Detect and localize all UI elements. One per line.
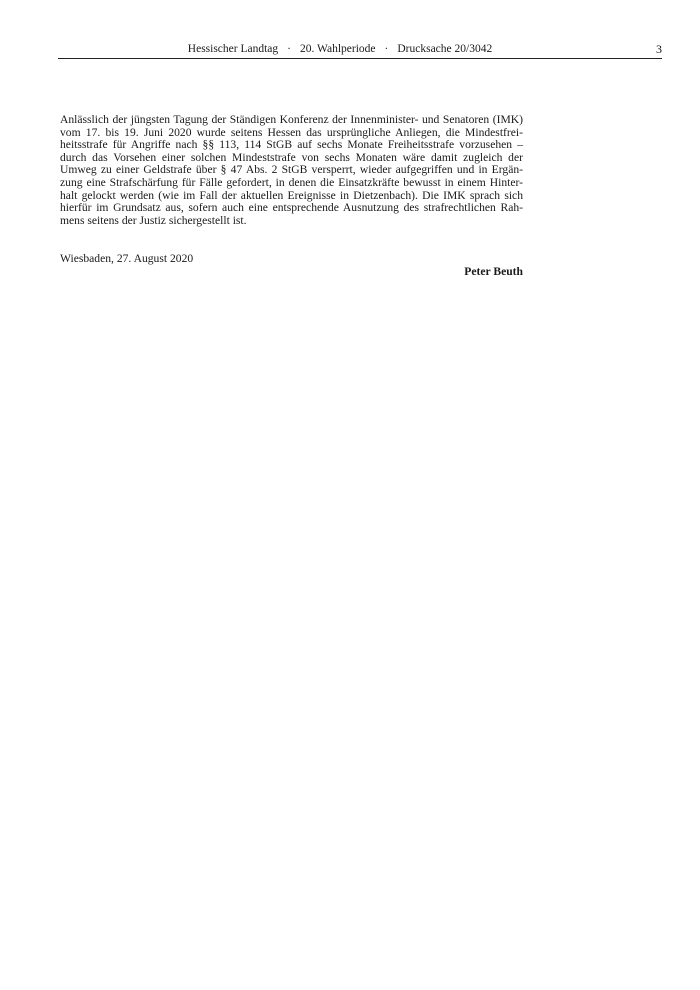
- header-parliament: Hessischer Landtag: [187, 43, 279, 55]
- paragraph-line: hierfür im Grundsatz aus, sofern auch eine entsprechende Ausnutzung des strafrechtlichen Rah-: [60, 201, 523, 215]
- paragraph-line: zung eine Strafschärfung für Fälle gefordert, in denen die Einsatzkräfte bewusst in einem Hinter-: [60, 175, 523, 189]
- paragraph-line: Anlässlich der jüngsten Tagung der Ständigen Konferenz der Innenminister- und Senatoren (IMK): [60, 113, 523, 126]
- header-title: [58, 42, 622, 56]
- header-separator: ·: [287, 43, 291, 55]
- header-document-number: Drucksache 20/3042: [397, 43, 493, 55]
- page-number: 3: [656, 42, 662, 56]
- paragraph-line: Umweg zu einer Geldstrafe über § 47 Abs. 2 StGB versperrt, wieder aufgegriffen und in Ergän-: [60, 163, 523, 177]
- paragraph-line: vom 17. bis 19. Juni 2020 wurde seitens Hessen das ursprüngliche Anliegen, die Mindestfrei-: [60, 125, 523, 139]
- paragraph-line: heitsstrafe für Angriffe nach §§ 113, 114 StGB auf sechs Monate Freiheitsstrafe vorzusehen –: [60, 138, 523, 152]
- body-paragraph: [60, 114, 523, 227]
- paragraph-line: halt gelockt werden (wie im Fall der aktuellen Ereignisse in Dietzenbach). Die IMK sprach sich: [60, 188, 523, 202]
- page-header: [58, 42, 662, 59]
- paragraph-line: durch das Vorsehen einer solchen Mindeststrafe von sechs Monaten wäre damit zugleich der: [60, 150, 523, 164]
- header-separator: ·: [384, 43, 389, 55]
- header-period: 20. Wahlperiode: [300, 43, 376, 55]
- signatory-name: Peter Beuth: [464, 265, 523, 278]
- place-date: Wiesbaden, 27. August 2020: [60, 252, 194, 265]
- paragraph-line: mens seitens der Justiz sichergestellt ist.: [60, 213, 247, 227]
